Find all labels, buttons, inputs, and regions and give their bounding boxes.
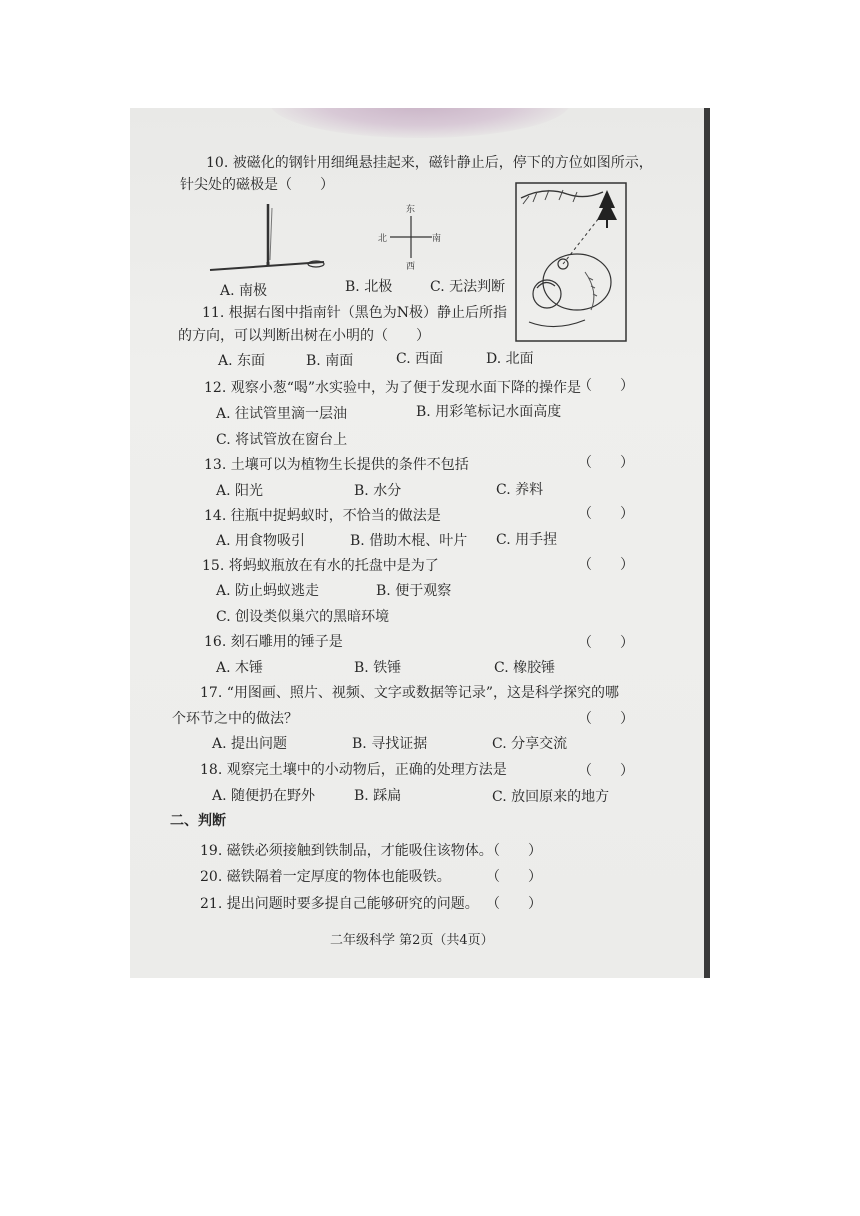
q20-text: 20. 磁铁隔着一定厚度的物体也能吸铁。: [200, 869, 451, 885]
compass-direction-figure: [378, 202, 444, 272]
q10-line1: 10. 被磁化的钢针用细绳悬挂起来，磁针静止后，停下的方位如图所示，: [206, 155, 653, 171]
q11-option-c: C. 西面: [396, 351, 444, 367]
q17-option-b: B. 寻找证据: [352, 736, 428, 752]
q12-option-c: C. 将试管放在窗台上: [216, 432, 348, 448]
q14-option-a: A. 用食物吸引: [216, 533, 306, 549]
q14-line1: 14. 往瓶中捉蚂蚁时，不恰当的做法是: [204, 508, 441, 524]
page-footer: 二年级科学 第2页（共4页）: [330, 933, 494, 948]
q15-option-c: C. 创设类似巢穴的黑暗环境: [216, 609, 390, 625]
q10-option-a: A. 南极: [220, 283, 268, 299]
q13-paren: （ ）: [578, 455, 634, 471]
q10-option-b: B. 北极: [345, 279, 393, 295]
q20-paren: （ ）: [486, 869, 542, 885]
page-edge: [704, 108, 710, 978]
q12-paren: （ ）: [578, 378, 634, 394]
q10-option-c: C. 无法判断: [430, 279, 506, 295]
compass-south-label: 南: [432, 234, 442, 244]
q14-paren: （ ）: [578, 506, 634, 522]
compass-east-label: 东: [406, 205, 416, 215]
q16-option-b: B. 铁锤: [354, 660, 402, 676]
q16-option-a: A. 木锤: [216, 660, 264, 676]
q17-paren: （ ）: [578, 711, 634, 727]
q17-line1: 17. “用图画、照片、视频、文字或数据等记录”，这是科学探究的哪: [200, 685, 620, 701]
compass-west-label: 西: [406, 262, 416, 272]
q14-option-c: C. 用手捏: [496, 532, 558, 548]
q11-option-a: A. 东面: [218, 353, 266, 369]
hanging-needle-figure: [206, 200, 330, 276]
q12-line1: 12. 观察小葱“喝”水实验中，为了便于发现水面下降的操作是: [204, 380, 582, 396]
section-judgment-title: 二、判断: [170, 813, 226, 829]
q12-option-a: A. 往试管里滴一层油: [216, 406, 348, 422]
q19-text: 19. 磁铁必须接触到铁制品，才能吸住该物体。: [200, 843, 493, 859]
q14-option-b: B. 借助木棍、叶片: [350, 533, 468, 549]
q18-option-c: C. 放回原来的地方: [492, 789, 610, 805]
q13-line1: 13. 土壤可以为植物生长提供的条件不包括: [204, 457, 469, 473]
boy-compass-tree-figure: [515, 182, 627, 342]
compass-north-label: 北: [378, 234, 388, 244]
q19-paren: （ ）: [486, 843, 542, 859]
q16-paren: （ ）: [578, 635, 634, 651]
q11-line2: 的方向，可以判断出树在小明的（ ）: [178, 328, 430, 344]
q21-text: 21. 提出问题时要多提自己能够研究的问题。: [200, 896, 479, 912]
q12-option-b: B. 用彩笔标记水面高度: [416, 404, 562, 420]
q17-option-a: A. 提出问题: [212, 736, 288, 752]
finger-shadow: [270, 108, 570, 138]
q11-option-d: D. 北面: [486, 351, 534, 367]
q17-option-c: C. 分享交流: [492, 736, 568, 752]
q15-option-a: A. 防止蚂蚁逃走: [216, 583, 320, 599]
q13-option-a: A. 阳光: [216, 483, 264, 499]
q18-option-a: A. 随便扔在野外: [212, 788, 316, 804]
q10-line2: 针尖处的磁极是（ ）: [180, 177, 334, 193]
q16-line1: 16. 刻石雕用的锤子是: [204, 634, 343, 650]
q17-line2: 个环节之中的做法？: [172, 711, 298, 727]
q15-paren: （ ）: [578, 557, 634, 573]
q13-option-b: B. 水分: [354, 483, 402, 499]
q15-line1: 15. 将蚂蚁瓶放在有水的托盘中是为了: [202, 558, 439, 574]
q11-option-b: B. 南面: [306, 353, 354, 369]
q18-option-b: B. 踩扁: [354, 788, 402, 804]
q13-option-c: C. 养料: [496, 482, 544, 498]
q18-paren: （ ）: [578, 763, 634, 779]
q18-line1: 18. 观察完土壤中的小动物后，正确的处理方法是: [200, 762, 507, 778]
q21-paren: （ ）: [486, 896, 542, 912]
q16-option-c: C. 橡胶锤: [494, 660, 556, 676]
q15-option-b: B. 便于观察: [376, 583, 452, 599]
q11-line1: 11. 根据右图中指南针（黑色为N极）静止后所指: [202, 305, 507, 321]
